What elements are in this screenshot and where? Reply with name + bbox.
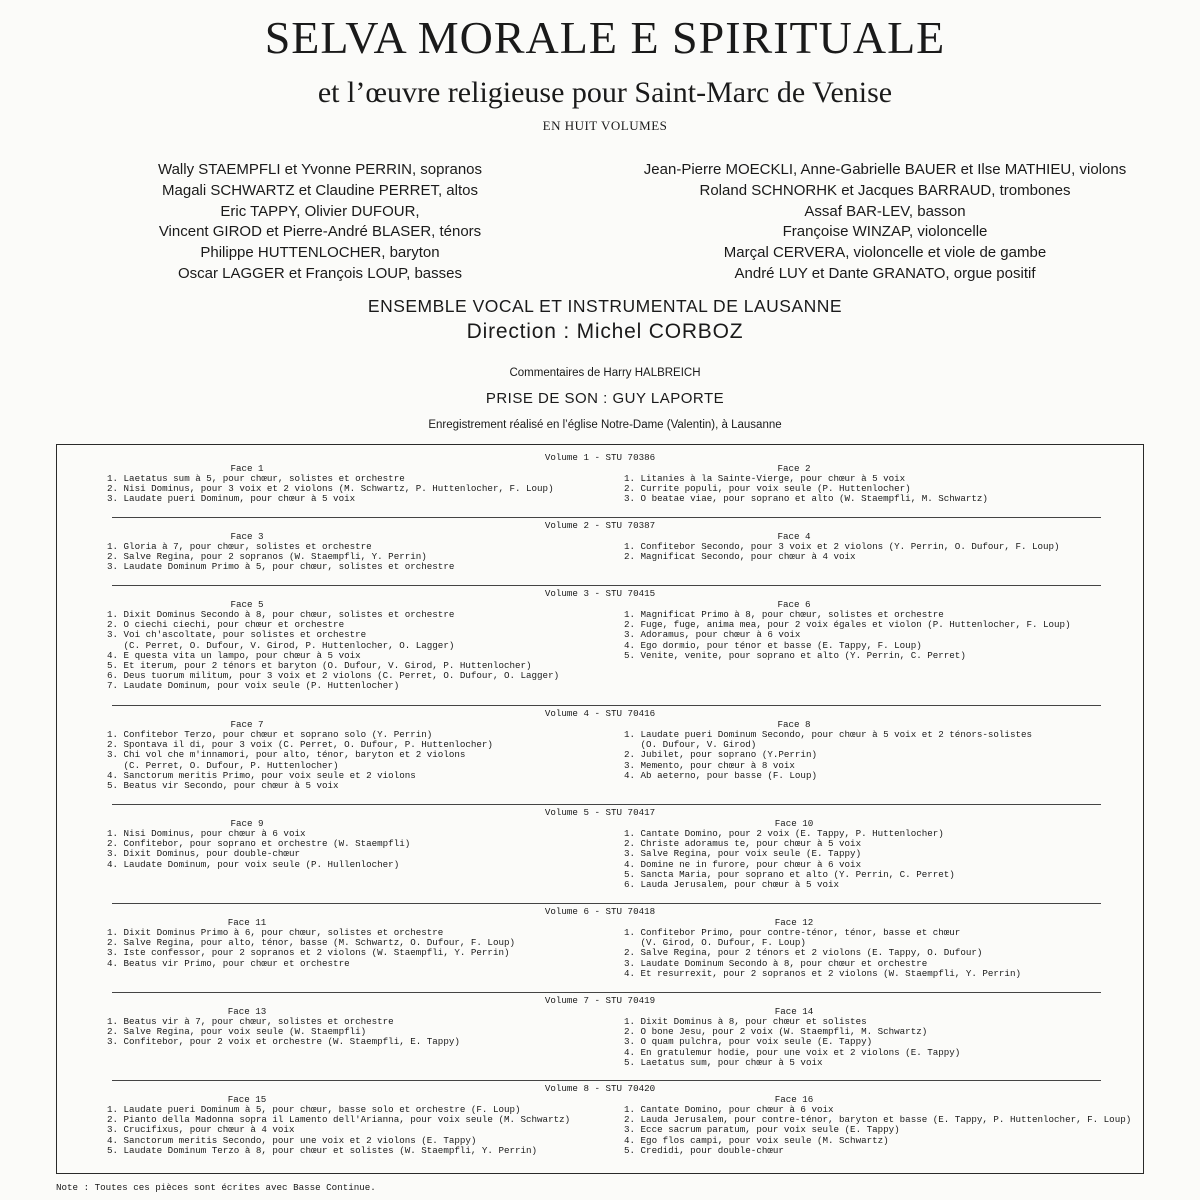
track-list [624, 928, 1139, 979]
tracklist-box [56, 444, 1144, 1174]
credit-line: Roland SCHNORHK et Jacques BARRAUD, trombones [699, 181, 1071, 199]
track-list [107, 730, 617, 791]
volume-divider [112, 705, 1101, 706]
track-item: 4. Ego flos campi, pour voix seule (M. Schwartz) [624, 1134, 889, 1146]
track-item: 2. Pianto della Madonna sopra il Lamento dell'Arianna, pour voix seule (M. Schwartz) [107, 1114, 571, 1126]
commentary-credit: Commentaires de Harry HALBREICH [509, 367, 701, 379]
credit-line: André LUY et Dante GRANATO, orgue positif [734, 264, 1036, 282]
volume-divider [112, 992, 1101, 993]
track-item: 4. Ego dormio, pour ténor et basse (E. Tappy, F. Loup) [624, 639, 922, 651]
track-item: 2. Nisi Dominus, pour 3 voix et 2 violons (M. Schwartz, P. Huttenlocher, F. Loup) [107, 483, 554, 495]
album-title: SELVA MORALE E SPIRITUALE [264, 12, 946, 63]
volume-title: Volume 2 - STU 70387 [544, 520, 656, 531]
face-label: Face 14 [774, 1006, 814, 1017]
track-item: 2. Christe adoramus te, pour chœur à 5 voix [624, 838, 862, 850]
track-item: 2. Salve Regina, pour 2 sopranos (W. Staempfli, Y. Perrin) [107, 551, 427, 563]
track-list [624, 474, 1139, 505]
track-item: 3. Laudate Dominum Primo à 5, pour chœur, solistes et orchestre [107, 561, 455, 573]
track-item: 4. Domine ne in furore, pour chœur à 6 voix [624, 858, 862, 870]
track-list [107, 1105, 617, 1156]
credit-line: Wally STAEMPFLI et Yvonne PERRIN, sopranos [157, 161, 483, 178]
volume-title: Volume 3 - STU 70415 [544, 588, 656, 599]
track-item: 3. Iste confessor, pour 2 sopranos et 2 violons (W. Staempfli, Y. Perrin) [107, 947, 510, 959]
track-item: 5. Et iterum, pour 2 ténors et baryton (O. Dufour, V. Girod, P. Huttenlocher) [107, 660, 532, 672]
footnote: Note : Toutes ces pièces sont écrites avec Basse Continue. [56, 1182, 376, 1193]
face-label: Face 2 [777, 463, 811, 474]
credit-line: Françoise WINZAP, violoncelle [782, 223, 988, 241]
track-item: 1. Laudate pueri Dominum à 5, pour chœur, basse solo et orchestre (F. Loup) [107, 1104, 521, 1115]
recording-location: Enregistrement réalisé en l’église Notre-Dame (Valentin), à Lausanne [428, 419, 782, 431]
volume-divider [112, 903, 1101, 904]
credit-line: Oscar LAGGER et François LOUP, basses [178, 264, 462, 282]
volume-title: Volume 4 - STU 70416 [544, 708, 656, 719]
face-label: Face 11 [227, 917, 267, 928]
track-item: 4. En gratulemur hodie, pour une voix et 2 violons (E. Tappy) [624, 1046, 961, 1058]
volume-title: Volume 5 - STU 70417 [544, 807, 656, 818]
track-item: 5. Venite, venite, pour soprano et alto (Y. Perrin, C. Perret) [624, 649, 966, 661]
credits-singers [105, 160, 535, 285]
track-item: 2. O ciechi ciechi, pour chœur et orchestre [107, 619, 345, 631]
track-item: 1. Magnificat Primo à 8, pour chœur, solistes et orchestre [624, 609, 944, 620]
volume-title: Volume 8 - STU 70420 [544, 1083, 656, 1094]
track-item: (C. Perret, O. Dufour, P. Huttenlocher) [107, 759, 339, 771]
track-list [107, 474, 617, 505]
track-list [624, 730, 1139, 781]
track-item: 2. Salve Regina, pour alto, ténor, basse (M. Schwartz, O. Dufour, F. Loup) [107, 937, 515, 949]
track-item: 1. Dixit Dominus Secondo à 8, pour chœur, solistes et orchestre [107, 609, 455, 620]
track-list [107, 829, 617, 870]
track-item: 3. Ecce sacrum paratum, pour voix seule (E. Tappy) [624, 1124, 900, 1136]
volume-title: Volume 1 - STU 70386 [544, 452, 656, 463]
volume-title: Volume 6 - STU 70418 [544, 906, 656, 917]
track-item: 4. Sanctorum meritis Primo, pour voix seule et 2 violons [107, 769, 416, 781]
track-item: 6. Lauda Jerusalem, pour chœur à 5 voix [624, 879, 840, 891]
volumes-line: EN HUIT VOLUMES [542, 118, 668, 133]
track-item: 1. Laudate pueri Dominum Secondo, pour chœur à 5 voix et 2 ténors-solistes [624, 729, 1032, 740]
track-item: 3. Dixit Dominus, pour double-chœur [107, 848, 300, 860]
track-item: 1. Dixit Dominus à 8, pour chœur et solistes [624, 1016, 867, 1027]
track-item: 2. Magnificat Secondo, pour chœur à 4 voix [624, 551, 856, 563]
credit-line: Jean-Pierre MOECKLI, Anne-Gabrielle BAUER et Ilse MATHIEU, violons [643, 161, 1127, 178]
track-list [107, 610, 617, 692]
track-item: 3. Laudate pueri Dominum, pour chœur à 5 voix [107, 493, 356, 505]
track-list [624, 1017, 1139, 1068]
track-item: 1. Nisi Dominus, pour chœur à 6 voix [107, 828, 306, 839]
track-item: 1. Litanies à la Sainte-Vierge, pour chœur à 5 voix [624, 473, 906, 484]
track-item: 3. Laudate Dominum Secondo à 8, pour chœur et orchestre [624, 957, 928, 969]
track-item: 3. Chi vol che m'innamori, pour alto, ténor, baryton et 2 violons [107, 749, 466, 761]
track-item: 2. Lauda Jerusalem, pour contre-ténor, baryton et basse (E. Tappy, P. Huttenlocher, F. Loup) [624, 1114, 1132, 1126]
track-item: 7. Laudate Dominum, pour voix seule (P. Huttenlocher) [107, 680, 400, 692]
ensemble-name: ENSEMBLE VOCAL ET INSTRUMENTAL DE LAUSANNE [367, 296, 843, 316]
track-list [107, 928, 617, 969]
track-item: 5. Sancta Maria, pour soprano et alto (Y. Perrin, C. Perret) [624, 868, 955, 880]
track-item: 3. Crucifixus, pour chœur à 4 voix [107, 1124, 295, 1136]
credit-line: Marçal CERVERA, violoncelle et viole de gambe [723, 244, 1047, 262]
track-item: 3. O beatae viae, pour soprano et alto (W. Staempfli, M. Schwartz) [624, 493, 988, 505]
track-item: (C. Perret, O. Dufour, V. Girod, P. Huttenlocher, O. Lagger) [107, 639, 455, 651]
track-item: 3. Memento, pour chœur à 8 voix [624, 759, 795, 771]
track-list [624, 542, 1139, 562]
volume-title: Volume 7 - STU 70419 [544, 995, 656, 1006]
track-item: 1. Confitebor Primo, pour contre-ténor, ténor, basse et chœur [624, 927, 961, 938]
track-item: (O. Dufour, V. Girod) [624, 739, 757, 751]
track-item: 3. Voi ch'ascoltate, pour solistes et orchestre [107, 629, 367, 641]
credits-instrumentalists [600, 160, 1170, 285]
track-item: 4. E questa vita un lampo, pour chœur à 5 voix [107, 649, 361, 661]
album-subtitle: et l’œuvre religieuse pour Saint-Marc de Venise [317, 76, 893, 109]
track-item: 2. Fuge, fuge, anima mea, pour 2 voix égales et violon (P. Huttenlocher, F. Loup) [624, 619, 1071, 631]
track-item: 2. Confitebor, pour soprano et orchestre (W. Staempfli) [107, 838, 411, 850]
track-item: 1. Dixit Dominus Primo à 6, pour chœur, solistes et orchestre [107, 927, 444, 938]
track-item: 2. Spontava il di, pour 3 voix (C. Perret, O. Dufour, P. Huttenlocher) [107, 739, 493, 751]
direction-line: Direction : Michel CORBOZ [466, 320, 744, 343]
volume-divider [112, 804, 1101, 805]
track-item: 2. Salve Regina, pour 2 ténors et 2 violons (E. Tappy, O. Dufour) [624, 947, 983, 959]
track-item: (V. Girod, O. Dufour, F. Loup) [624, 937, 806, 949]
sound-engineer-credit: PRISE DE SON : GUY LAPORTE [485, 390, 725, 407]
face-label: Face 13 [227, 1006, 267, 1017]
face-label: Face 12 [774, 917, 814, 928]
track-item: 1. Cantate Domino, pour 2 voix (E. Tappy, P. Huttenlocher) [624, 828, 944, 839]
track-item: 5. Laetatus sum, pour chœur à 5 voix [624, 1056, 823, 1068]
face-label: Face 16 [774, 1094, 814, 1105]
track-item: 6. Deus tuorum militum, pour 3 voix et 2 violons (C. Perret, O. Dufour, O. Lagger) [107, 670, 560, 682]
face-label: Face 8 [777, 719, 811, 730]
track-item: 1. Beatus vir à 7, pour chœur, solistes et orchestre [107, 1016, 394, 1027]
track-list [624, 1105, 1139, 1156]
track-item: 4. Sanctorum meritis Secondo, pour une voix et 2 violons (E. Tappy) [107, 1134, 477, 1146]
volume-divider [112, 1080, 1101, 1081]
track-item: 4. Ab aeterno, pour basse (F. Loup) [624, 769, 817, 781]
track-item: 3. Confitebor, pour 2 voix et orchestre (W. Staempfli, E. Tappy) [107, 1036, 460, 1048]
face-label: Face 7 [230, 719, 264, 730]
track-item: 2. Salve Regina, pour voix seule (W. Staempfli) [107, 1026, 367, 1038]
track-list [624, 610, 1139, 661]
credit-line: Philippe HUTTENLOCHER, baryton [200, 244, 440, 262]
track-item: 3. Adoramus, pour chœur à 6 voix [624, 629, 801, 641]
track-item: 4. Beatus vir Primo, pour chœur et orchestre [107, 957, 350, 969]
track-item: 2. Jubilet, pour soprano (Y.Perrin) [624, 749, 817, 761]
face-label: Face 15 [227, 1094, 267, 1105]
track-item: 2. Currite populi, pour voix seule (P. Huttenlocher) [624, 483, 911, 495]
credit-line: Vincent GIROD et Pierre-André BLASER, ténors [158, 223, 482, 241]
track-item: 1. Cantate Domino, pour chœur à 6 voix [624, 1104, 834, 1115]
credit-line: Assaf BAR-LEV, basson [804, 202, 966, 220]
track-item: 3. Salve Regina, pour voix seule (E. Tappy) [624, 848, 862, 860]
face-label: Face 5 [230, 599, 264, 610]
track-list [107, 1017, 617, 1048]
track-item: 5. Beatus vir Secondo, pour chœur à 5 voix [107, 780, 339, 792]
track-item: 4. Et resurrexit, pour 2 sopranos et 2 violons (W. Staempfli, Y. Perrin) [624, 967, 1021, 979]
volume-divider [112, 517, 1101, 518]
face-label: Face 1 [230, 463, 264, 474]
track-item: 3. O quam pulchra, pour voix seule (E. Tappy) [624, 1036, 873, 1048]
track-item: 1. Gloria à 7, pour chœur, solistes et orchestre [107, 541, 372, 552]
credit-line: Magali SCHWARTZ et Claudine PERRET, altos [162, 181, 478, 199]
credit-line: Eric TAPPY, Olivier DUFOUR, [220, 202, 420, 220]
face-label: Face 9 [230, 818, 264, 829]
track-item: 5. Laudate Dominum Terzo à 8, pour chœur et solistes (W. Staempfli, Y. Perrin) [107, 1144, 538, 1156]
track-item: 1. Laetatus sum à 5, pour chœur, solistes et orchestre [107, 473, 405, 484]
track-item: 5. Credidi, pour double-chœur [624, 1144, 784, 1156]
track-item: 1. Confitebor Secondo, pour 3 voix et 2 violons (Y. Perrin, O. Dufour, F. Loup) [624, 541, 1060, 552]
face-label: Face 4 [777, 531, 811, 542]
face-label: Face 10 [774, 818, 814, 829]
track-item: 1. Confitebor Terzo, pour chœur et soprano solo (Y. Perrin) [107, 729, 433, 740]
face-label: Face 3 [230, 531, 264, 542]
face-label: Face 6 [777, 599, 811, 610]
track-item: 4. Laudate Dominum, pour voix seule (P. Hullenlocher) [107, 858, 400, 870]
track-list [624, 829, 1139, 890]
volume-divider [112, 585, 1101, 586]
track-list [107, 542, 617, 573]
track-item: 2. O bone Jesu, pour 2 voix (W. Staempfli, M. Schwartz) [624, 1026, 928, 1038]
